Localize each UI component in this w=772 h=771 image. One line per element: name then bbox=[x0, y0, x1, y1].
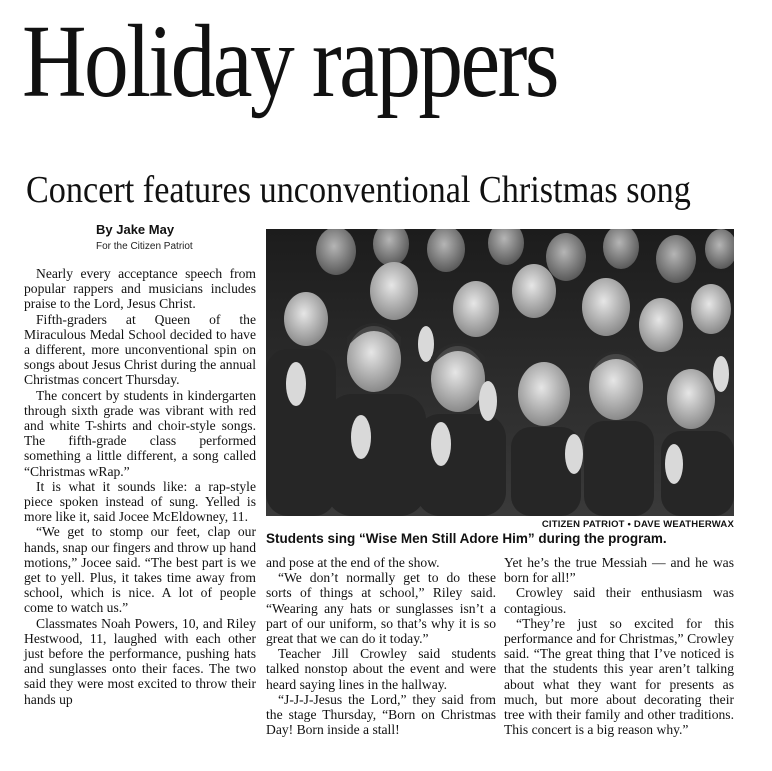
paragraph: Yet he’s the true Messiah — and he was born for all!” bbox=[504, 555, 734, 586]
paragraph: It is what it sounds like: a rap-style piece spoken instead of sung. Yelled is more like it, said Jocee McEldowney, 11. bbox=[24, 478, 256, 525]
paragraph: Nearly every acceptance speech from popular rappers and musicians includes praise to the Lord, Jesus Christ. bbox=[24, 266, 256, 312]
headline: Holiday rappers bbox=[22, 4, 558, 119]
paragraph: Fifth-graders at Queen of the Miraculous Medal School decided to have a different, more unconventional spin on songs about Jesus Christ during the annual Christmas concert Thursday. bbox=[24, 311, 256, 388]
paragraph: “We get to stomp our feet, clap our hands, snap our fingers and throw up hand motions,” Jocee said. “The best part is we get to yell. Plus, it takes time away from school, which is nice. A lot of people come to watch us.” bbox=[24, 524, 256, 616]
choir-photo bbox=[266, 229, 734, 516]
paragraph: and pose at the end of the show. bbox=[266, 555, 440, 570]
subheadline: Concert features unconventional Christmas song bbox=[26, 169, 691, 211]
paragraph: The concert by students in kindergarten through sixth grade was vibrant with red and white T-shirts and choir-style songs. The fifth-grade class performed something a little different, a song called “Christmas wRap.” bbox=[24, 387, 256, 479]
byline-affiliation: For the Citizen Patriot bbox=[96, 241, 193, 252]
paragraph: “They’re just so excited for this performance and for Christmas,” Crowley said. “The great thing that I’ve noticed is that the students this year aren’t talking about what they want for presents as much, but more about decorating their tree with their family and other traditions. This concert is a big reason why.” bbox=[504, 615, 734, 738]
paragraph: Teacher Jill Crowley said students talked nonstop about the event and were heard saying lines in the hallway. bbox=[266, 646, 496, 692]
photo-caption: Students sing “Wise Men Still Adore Him” during the program. bbox=[266, 531, 667, 546]
photo-credit: CITIZEN PATRIOT • DAVE WEATHERWAX bbox=[541, 519, 734, 530]
article-column-2 bbox=[266, 555, 496, 737]
paragraph: “We don’t normally get to do these sorts of things at school,” Riley said. “Wearing any hats or sunglasses isn’t a part of our uniform, so that’s why it is so great that we can do it today.” bbox=[266, 570, 496, 647]
article-column-3 bbox=[504, 555, 734, 737]
paragraph: Classmates Noah Powers, 10, and Riley Hestwood, 11, laughed with each other just before the performance, pushing hats and sunglasses onto their faces. The two said they were most excited to throw their hands up bbox=[24, 615, 256, 707]
article-column-1 bbox=[24, 266, 256, 707]
byline: By Jake May bbox=[96, 222, 175, 237]
paragraph: Crowley said their enthusiasm was contagious. bbox=[504, 585, 734, 616]
paragraph: “J-J-J-Jesus the Lord,” they said from the stage Thursday, “Born on Christmas Day! Born inside a stall! bbox=[266, 691, 496, 738]
